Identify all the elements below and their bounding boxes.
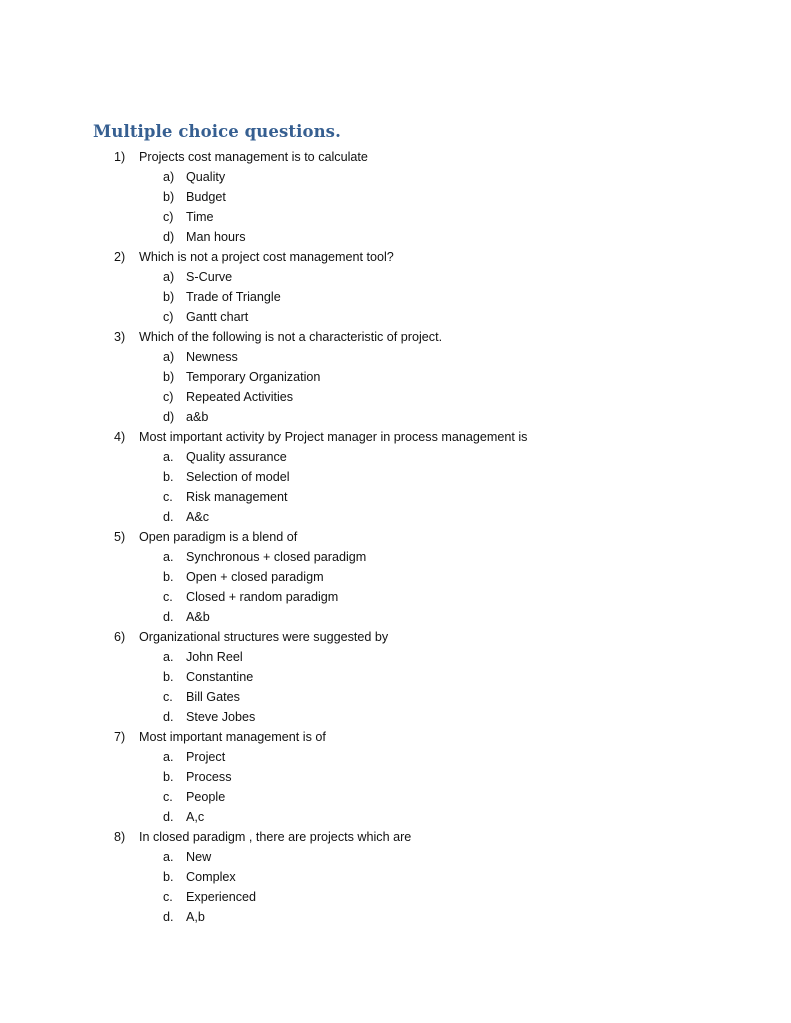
option-item [0, 347, 791, 367]
option-text: Synchronous + closed paradigm [186, 550, 367, 564]
question-text: Projects cost management is to calculate [139, 150, 368, 164]
option-item [0, 407, 791, 427]
option-label: c) [163, 310, 174, 324]
option-text: Risk management [186, 490, 288, 504]
option-text: Newness [186, 350, 238, 364]
option-text: a&b [186, 410, 209, 424]
question-number: 2) [114, 250, 126, 264]
option-label: d. [163, 710, 174, 724]
option-item [0, 887, 791, 907]
question-number: 3) [114, 330, 126, 344]
option-item [0, 287, 791, 307]
option-text: Quality assurance [186, 450, 287, 464]
option-text: A&b [186, 610, 210, 624]
option-item [0, 547, 791, 567]
option-item [0, 667, 791, 687]
option-label: b. [163, 670, 174, 684]
option-text: S-Curve [186, 270, 233, 284]
question-text: Most important management is of [139, 730, 326, 744]
question-3 [0, 327, 791, 347]
option-text: New [186, 850, 212, 864]
option-label: c. [163, 690, 173, 704]
option-text: Man hours [186, 230, 246, 244]
option-label: d. [163, 510, 174, 524]
option-item [0, 607, 791, 627]
option-label: a. [163, 650, 174, 664]
option-text: Open + closed paradigm [186, 570, 324, 584]
option-text: Experienced [186, 890, 257, 904]
option-item [0, 907, 791, 927]
option-label: b. [163, 470, 174, 484]
option-text: Closed + random paradigm [186, 590, 339, 604]
option-label: b) [163, 290, 175, 304]
question-number: 1) [114, 150, 126, 164]
option-text: Repeated Activities [186, 390, 294, 404]
option-label: a. [163, 850, 174, 864]
option-text: Constantine [186, 670, 254, 684]
option-text: A&c [186, 510, 210, 524]
question-text: Most important activity by Project manager in process management is [139, 430, 528, 444]
question-7 [0, 727, 791, 747]
option-item [0, 187, 791, 207]
option-text: A,b [186, 910, 205, 924]
option-item [0, 227, 791, 247]
option-label: c) [163, 390, 174, 404]
option-label: a) [163, 350, 175, 364]
option-item [0, 367, 791, 387]
question-list [0, 147, 791, 927]
option-text: Project [186, 750, 226, 764]
option-text: Steve Jobes [186, 710, 256, 724]
option-text: Time [186, 210, 214, 224]
question-4 [0, 427, 791, 447]
question-number: 8) [114, 830, 126, 844]
option-item [0, 687, 791, 707]
option-label: d. [163, 810, 174, 824]
option-text: Process [186, 770, 232, 784]
option-item [0, 867, 791, 887]
question-text: In closed paradigm , there are projects which are [139, 830, 412, 844]
option-text: Gantt chart [186, 310, 249, 324]
question-text: Which of the following is not a characteristic of project. [139, 330, 443, 344]
option-item [0, 447, 791, 467]
option-item [0, 387, 791, 407]
option-item [0, 847, 791, 867]
option-label: d. [163, 910, 174, 924]
option-label: d. [163, 610, 174, 624]
option-item [0, 587, 791, 607]
question-number: 4) [114, 430, 126, 444]
question-6 [0, 627, 791, 647]
option-text: Quality [186, 170, 226, 184]
option-label: d) [163, 230, 175, 244]
option-label: b. [163, 770, 174, 784]
option-text: Bill Gates [186, 690, 240, 704]
page-title: Multiple choice questions. [93, 122, 341, 141]
option-item [0, 807, 791, 827]
option-label: c. [163, 590, 173, 604]
option-text: Selection of model [186, 470, 290, 484]
option-item [0, 167, 791, 187]
question-number: 6) [114, 630, 126, 644]
option-label: c. [163, 790, 173, 804]
option-label: a. [163, 750, 174, 764]
option-label: d) [163, 410, 175, 424]
question-2 [0, 247, 791, 267]
option-label: a) [163, 270, 175, 284]
option-item [0, 507, 791, 527]
option-item [0, 487, 791, 507]
option-item [0, 567, 791, 587]
option-label: b. [163, 570, 174, 584]
option-text: Budget [186, 190, 226, 204]
option-label: c. [163, 890, 173, 904]
option-item [0, 467, 791, 487]
option-item [0, 767, 791, 787]
option-label: a. [163, 550, 174, 564]
option-label: b. [163, 870, 174, 884]
option-label: b) [163, 190, 175, 204]
option-label: a) [163, 170, 175, 184]
option-item [0, 207, 791, 227]
option-text: John Reel [186, 650, 243, 664]
question-8 [0, 827, 791, 847]
option-item [0, 267, 791, 287]
question-1 [0, 147, 791, 167]
option-item [0, 747, 791, 767]
option-label: b) [163, 370, 175, 384]
option-item [0, 307, 791, 327]
option-label: c. [163, 490, 173, 504]
question-number: 5) [114, 530, 126, 544]
question-5 [0, 527, 791, 547]
option-item [0, 707, 791, 727]
option-label: c) [163, 210, 174, 224]
option-text: A,c [186, 810, 205, 824]
question-number: 7) [114, 730, 126, 744]
option-item [0, 647, 791, 667]
option-text: People [186, 790, 226, 804]
question-text: Which is not a project cost management tool? [139, 250, 394, 264]
question-text: Open paradigm is a blend of [139, 530, 298, 544]
option-label: a. [163, 450, 174, 464]
option-text: Trade of Triangle [186, 290, 281, 304]
question-text: Organizational structures were suggested by [139, 630, 389, 644]
option-item [0, 787, 791, 807]
option-text: Complex [186, 870, 236, 884]
option-text: Temporary Organization [186, 370, 321, 384]
